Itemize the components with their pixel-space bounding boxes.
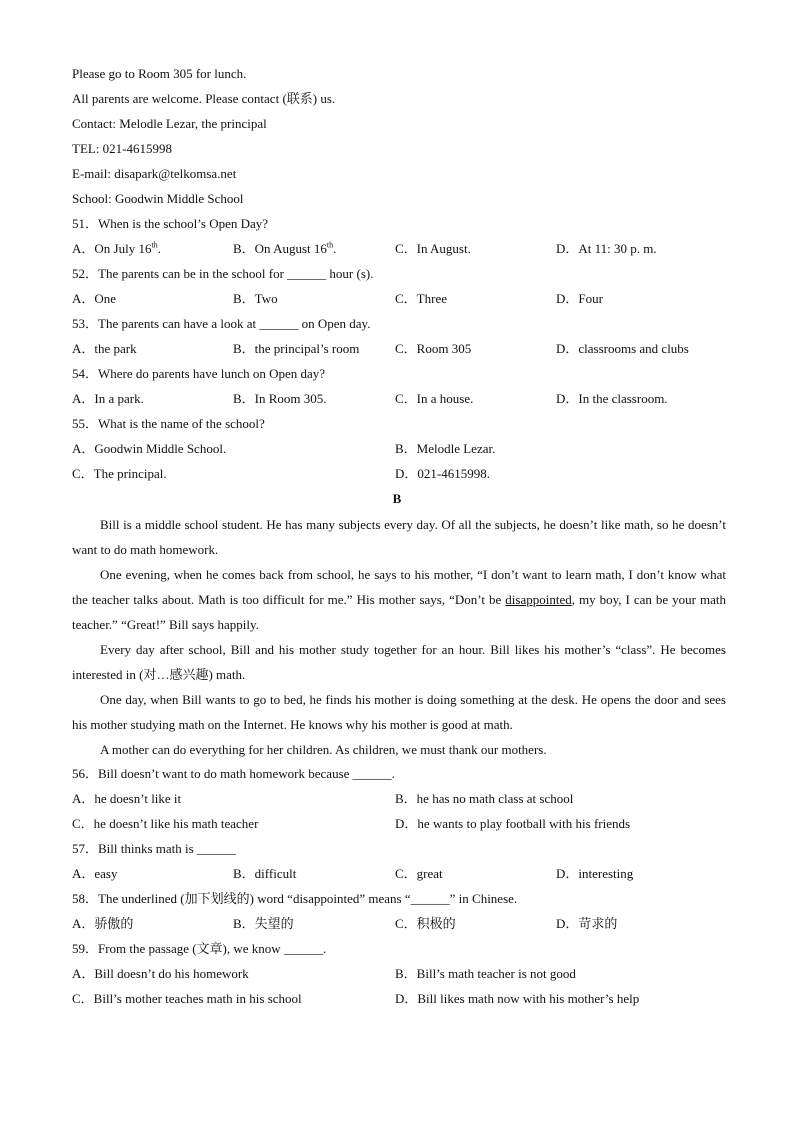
passage-paragraph-2: One evening, when he comes back from school, he says to his mother, “I don’t want to learn math, I don’t know what the teacher talks about. Math is too difficult for me.” His mother says, “Don’t be disappointed, my boy, I can be your math teacher.” “Great!” Bill says happily. [72, 567, 726, 632]
question-52-option-a: A．One [72, 291, 117, 306]
notice-lunch: Please go to Room 305 for lunch. [72, 66, 247, 81]
question-58-stem: 58．The underlined (加下划线的) word “disappointed” means “______” in Chinese. [72, 891, 518, 906]
notice-tel: TEL: 021-4615998 [72, 141, 173, 156]
question-55-option-a: A．Goodwin Middle School. [72, 441, 227, 456]
question-56-stem: 56．Bill doesn’t want to do math homework because ______. [72, 766, 395, 781]
question-59-option-c: C．Bill’s mother teaches math in his school [72, 991, 302, 1006]
question-53-option-a: A．the park [72, 341, 137, 356]
question-57-stem: 57．Bill thinks math is ______ [72, 841, 236, 856]
question-59-option-a: A．Bill doesn’t do his homework [72, 966, 249, 981]
question-59-option-b: B．Bill’s math teacher is not good [395, 966, 576, 981]
question-57-option-b: B．difficult [233, 866, 297, 881]
question-51-option-a: A．On July 16th. [72, 240, 161, 256]
question-54-option-a: A．In a park. [72, 391, 144, 406]
question-53-option-d: D．classrooms and clubs [556, 341, 689, 356]
underlined-word: disappointed [505, 592, 572, 607]
notice-welcome: All parents are welcome. Please contact (联系) us. [72, 91, 336, 106]
passage-paragraph-1: Bill is a middle school student. He has many subjects every day. Of all the subjects, he doesn’t like math, so he doesn’t want to do math homework. [72, 517, 726, 557]
question-51-stem: 51．When is the school’s Open Day? [72, 216, 269, 231]
question-56-option-c: C．he doesn’t like his math teacher [72, 816, 259, 831]
question-54-option-d: D．In the classroom. [556, 391, 668, 406]
question-56-option-b: B．he has no math class at school [395, 791, 574, 806]
question-57-option-a: A．easy [72, 866, 118, 881]
question-51-option-b: B．On August 16th. [233, 240, 337, 256]
question-52-option-d: D．Four [556, 291, 603, 306]
passage-paragraph-3: Every day after school, Bill and his mother study together for an hour. Bill likes his mother’s “class”. He becomes interested in (对…感兴趣) math. [72, 642, 726, 682]
question-52-stem: 52．The parents can be in the school for ______ hour (s). [72, 266, 374, 281]
question-55-option-d: D．021-4615998. [395, 466, 490, 481]
passage-paragraph-5: A mother can do everything for her children. As children, we must thank our mothers. [100, 742, 547, 757]
question-58-option-a: A．骄傲的 [72, 916, 134, 931]
question-56-option-a: A．he doesn’t like it [72, 791, 182, 806]
question-52-option-c: C．Three [395, 291, 447, 306]
question-53-stem: 53．The parents can have a look at ______ on Open day. [72, 316, 371, 331]
question-51-option-d: D．At 11: 30 p. m. [556, 241, 657, 256]
question-55-stem: 55．What is the name of the school? [72, 416, 265, 431]
question-55-option-c: C．The principal. [72, 466, 167, 481]
question-54-option-b: B．In Room 305. [233, 391, 327, 406]
question-56-option-d: D．he wants to play football with his friends [395, 816, 631, 831]
question-57-option-c: C．great [395, 866, 443, 881]
question-55-option-b: B．Melodle Lezar. [395, 441, 496, 456]
question-59-option-d: D．Bill likes math now with his mother’s help [395, 991, 640, 1006]
question-58-option-c: C．积极的 [395, 916, 456, 931]
question-58-option-d: D．苛求的 [556, 916, 618, 931]
question-59-stem: 59．From the passage (文章), we know ______. [72, 941, 327, 956]
notice-contact: Contact: Melodle Lezar, the principal [72, 116, 267, 131]
passage-paragraph-4: One day, when Bill wants to go to bed, he finds his mother is doing something at the desk. He opens the door and sees his mother studying math on the Internet. He knows why his mother is good at math. [72, 692, 726, 732]
notice-email: E-mail: disapark@telkomsa.net [72, 166, 237, 181]
question-58-option-b: B．失望的 [233, 916, 294, 931]
question-51-option-c: C．In August. [395, 241, 471, 256]
notice-school: School: Goodwin Middle School [72, 191, 244, 206]
question-54-option-c: C．In a house. [395, 391, 474, 406]
question-53-option-c: C．Room 305 [395, 341, 472, 356]
question-54-stem: 54．Where do parents have lunch on Open day? [72, 366, 326, 381]
question-53-option-b: B．the principal’s room [233, 341, 360, 356]
question-57-option-d: D．interesting [556, 866, 634, 881]
question-52-option-b: B．Two [233, 291, 278, 306]
section-heading-b: B [392, 491, 402, 506]
